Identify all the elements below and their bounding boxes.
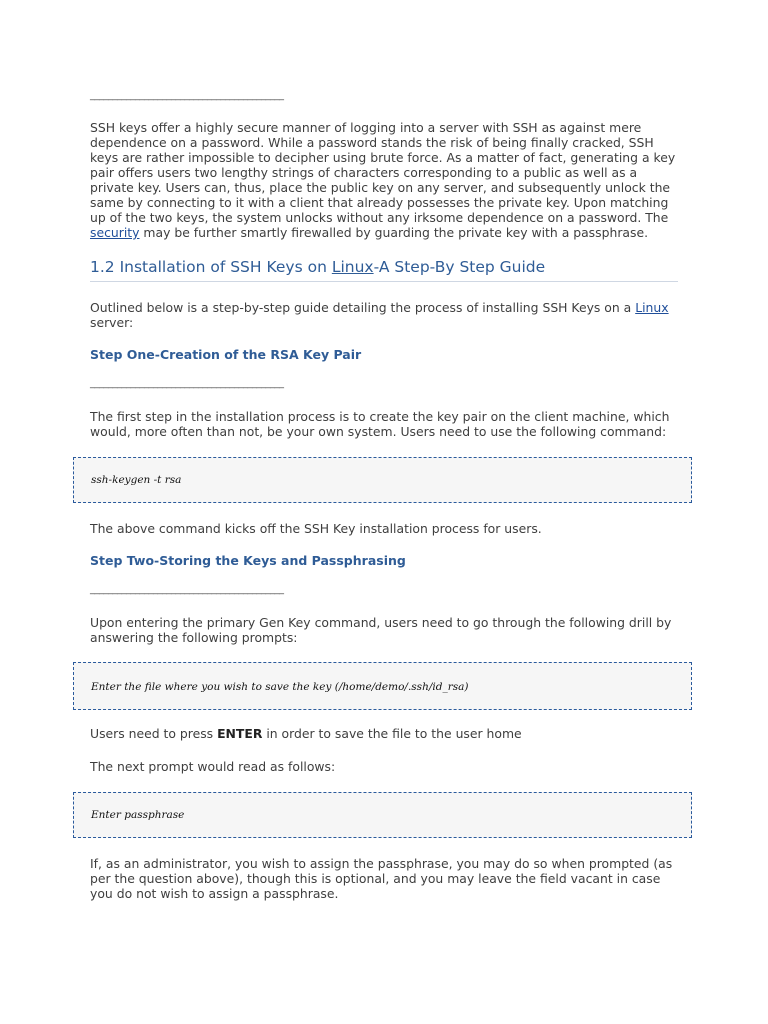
code-block: [73, 792, 692, 838]
intro-text-end: may be further smartly firewalled by guarding the private key with a passphrase.: [139, 225, 649, 240]
step-one-followup: The above command kicks off the SSH Key installation process for users.: [90, 521, 542, 536]
separator-line: ___________________________________________: [90, 378, 284, 389]
separator-line: ___________________________________________: [90, 584, 284, 595]
section-heading-prefix: 1.2 Installation of SSH Keys on: [90, 258, 332, 276]
code-block: [73, 662, 692, 710]
code-block: [73, 457, 692, 503]
enter-text: Users need to press: [90, 726, 218, 741]
next-prompt-text: The next prompt would read as follows:: [90, 759, 336, 774]
step-one-heading: Step One-Creation of the RSA Key Pair: [90, 347, 362, 362]
security-link[interactable]: security: [90, 225, 140, 240]
step-two-heading: Step Two-Storing the Keys and Passphrasing: [90, 553, 406, 568]
outline-text: Outlined below is a step-by-step guide detailing the process of installing SSH Keys on a: [90, 300, 636, 315]
separator-line: ___________________________________________: [90, 90, 284, 101]
code-command: Enter passphrase: [91, 809, 185, 821]
step-two-paragraph: Upon entering the primary Gen Key command, users need to go through the following drill by answering the following prompts:: [90, 615, 672, 645]
outline-text-end: server:: [90, 315, 134, 330]
heading-divider: [90, 281, 678, 282]
enter-instruction: [90, 726, 680, 741]
intro-paragraph: [90, 120, 680, 240]
enter-text-end: in order to save the file to the user home: [262, 726, 522, 741]
code-command: Enter the file where you wish to save the key (/home/demo/.ssh/id_rsa): [91, 681, 469, 693]
linux-link[interactable]: Linux: [635, 300, 669, 315]
section-heading: [90, 258, 545, 276]
section-heading-suffix: -A Step-By Step Guide: [373, 258, 546, 276]
enter-key-label: ENTER: [217, 726, 263, 741]
linux-heading-link[interactable]: Linux: [331, 258, 374, 276]
passphrase-paragraph: If, as an administrator, you wish to assign the passphrase, you may do so when prompted (as per the question above), though this is optional, and you may leave the field vacant in case you do not wish to assign a passphrase.: [90, 856, 673, 901]
code-command: ssh-keygen -t rsa: [91, 474, 182, 486]
outline-paragraph: [90, 300, 680, 330]
step-one-paragraph: The first step in the installation process is to create the key pair on the client machine, which would, more often than not, be your own system. Users need to use the following command:: [90, 409, 670, 439]
intro-text: SSH keys offer a highly secure manner of logging into a server with SSH as against mere dependence on a password. While a password stands the risk of being finally cracked, SSH keys are rather impossible to decipher using brute force. As a matter of fact, generating a key pair offers users two lengthy strings of characters corresponding to a public as well as a private key. Users can, thus, place the public key on any server, and subsequently unlock the same by connecting to it with a client that already possesses the private key. Upon matching up of the two keys, the system unlocks without any irksome dependence on a password. The: [90, 120, 676, 225]
